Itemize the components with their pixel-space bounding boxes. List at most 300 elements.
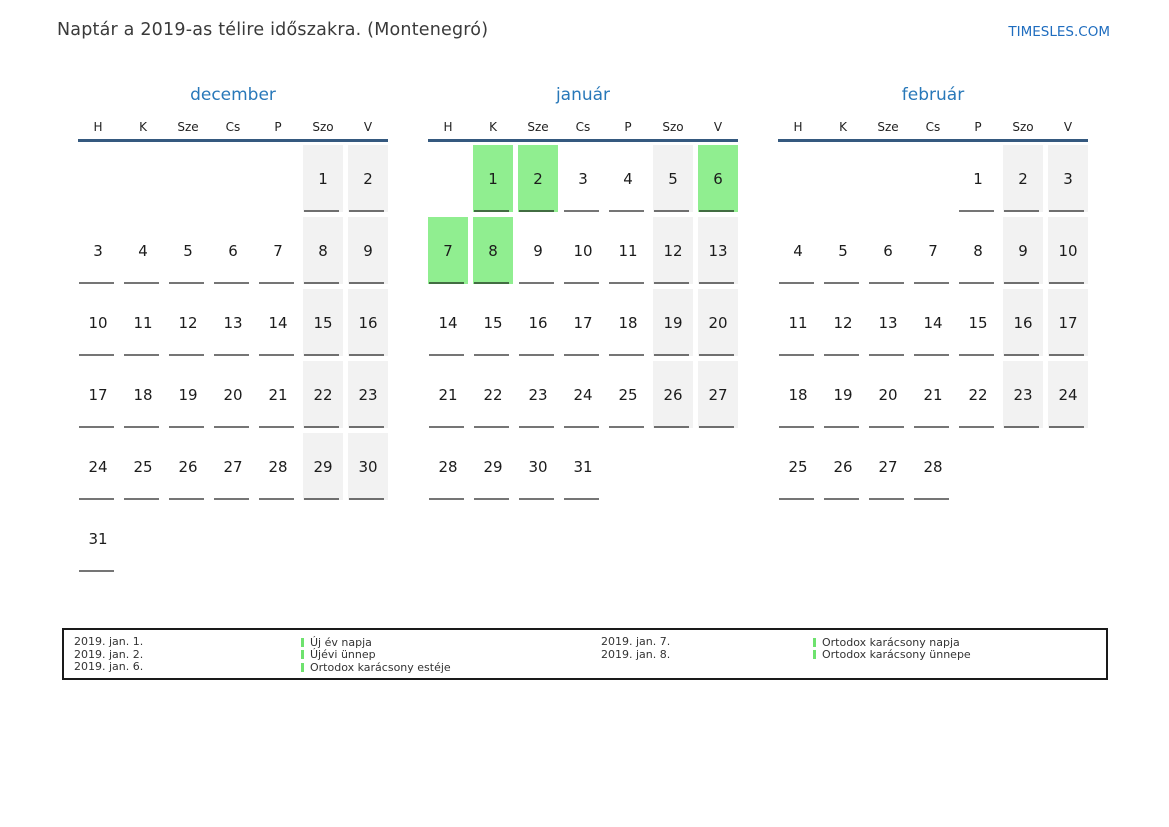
- day-underline: [259, 426, 294, 428]
- day-number: 26: [178, 457, 198, 476]
- empty-cell: [168, 145, 208, 212]
- empty-cell: [428, 145, 468, 212]
- legend-holiday-entry: [813, 649, 971, 662]
- header-divider: [778, 139, 1088, 142]
- empty-cell: [123, 145, 163, 212]
- site-link[interactable]: TIMESLES.COM: [1008, 24, 1110, 40]
- holiday-marker-icon: [813, 638, 816, 647]
- day-cell: [213, 289, 253, 356]
- weekday-label: V: [363, 120, 373, 134]
- weekday-label: H: [793, 120, 803, 134]
- day-number: 24: [1058, 385, 1078, 404]
- day-cell: [958, 289, 998, 356]
- legend-holiday-name: Ortodox karácsony napja: [822, 635, 960, 649]
- day-cell: [168, 361, 208, 428]
- day-number: 7: [273, 241, 283, 260]
- day-underline: [609, 210, 644, 212]
- weekday-label: H: [443, 120, 453, 134]
- holiday-legend: [62, 628, 1108, 680]
- legend-holiday-name: Ortodox karácsony estéje: [310, 660, 451, 674]
- day-underline: [914, 426, 949, 428]
- day-cell: [823, 361, 863, 428]
- day-cell: [213, 217, 253, 284]
- day-cell: [608, 289, 648, 356]
- day-number: 9: [533, 241, 543, 260]
- day-cell: [778, 217, 818, 284]
- day-number: 13: [708, 241, 728, 260]
- legend-date: 2019. jan. 8.: [601, 647, 671, 661]
- day-number: 3: [93, 241, 103, 260]
- day-number: 22: [313, 385, 333, 404]
- day-number: 30: [358, 457, 378, 476]
- day-underline: [1049, 210, 1084, 212]
- day-number: 13: [223, 313, 243, 332]
- day-cell: [168, 433, 208, 500]
- weekday-label: P: [624, 120, 632, 134]
- day-cell: [563, 289, 603, 356]
- day-underline: [654, 426, 689, 428]
- month-title: február: [901, 85, 965, 105]
- day-number: 14: [268, 313, 288, 332]
- day-cell: [698, 217, 738, 284]
- empty-cell: [653, 433, 693, 500]
- day-underline: [519, 354, 554, 356]
- day-cell: [78, 289, 118, 356]
- day-number: 3: [578, 169, 588, 188]
- day-underline: [654, 282, 689, 284]
- day-cell: [348, 145, 388, 212]
- day-underline: [779, 282, 814, 284]
- day-underline: [869, 282, 904, 284]
- day-underline: [349, 210, 384, 212]
- day-underline: [1004, 210, 1039, 212]
- weekday-label: Sze: [877, 120, 899, 134]
- day-cell: [518, 433, 558, 500]
- day-cell: [518, 145, 558, 212]
- day-number: 19: [663, 313, 683, 332]
- legend-holiday-entry: [301, 661, 451, 674]
- day-number: 21: [268, 385, 288, 404]
- page-title: Naptár a 2019-as télire időszakra. (Montenegró): [57, 20, 489, 40]
- legend-holiday-name: Újévi ünnep: [310, 648, 376, 662]
- day-cell: [868, 433, 908, 500]
- day-cell: [778, 433, 818, 500]
- day-underline: [304, 426, 339, 428]
- day-cell: [1048, 145, 1088, 212]
- month-grid: [428, 145, 738, 500]
- day-underline: [169, 282, 204, 284]
- day-number: 7: [928, 241, 938, 260]
- day-number: 9: [363, 241, 373, 260]
- day-number: 17: [1058, 313, 1078, 332]
- day-cell: [168, 217, 208, 284]
- day-cell: [778, 289, 818, 356]
- weekday-label: Szo: [1012, 120, 1034, 134]
- day-cell: [78, 433, 118, 500]
- empty-cell: [168, 505, 208, 572]
- day-cell: [958, 145, 998, 212]
- day-number: 16: [1013, 313, 1033, 332]
- day-cell: [653, 361, 693, 428]
- day-number: 28: [923, 457, 943, 476]
- day-number: 26: [663, 385, 683, 404]
- day-underline: [699, 282, 734, 284]
- weekday-label: Cs: [575, 120, 591, 134]
- day-underline: [1004, 354, 1039, 356]
- day-underline: [214, 498, 249, 500]
- day-cell: [168, 289, 208, 356]
- day-cell: [303, 217, 343, 284]
- day-cell: [913, 433, 953, 500]
- holiday-marker-icon: [301, 663, 304, 672]
- day-number: 17: [573, 313, 593, 332]
- day-underline: [214, 354, 249, 356]
- month-grid: [78, 145, 388, 572]
- day-number: 1: [488, 169, 498, 188]
- day-underline: [79, 354, 114, 356]
- day-underline: [79, 498, 114, 500]
- day-underline: [609, 354, 644, 356]
- day-cell: [123, 289, 163, 356]
- weekday-header-row: [428, 118, 738, 136]
- weekday-label: Szo: [662, 120, 684, 134]
- day-underline: [959, 426, 994, 428]
- day-number: 14: [438, 313, 458, 332]
- day-cell: [1048, 289, 1088, 356]
- day-underline: [824, 282, 859, 284]
- day-underline: [1004, 282, 1039, 284]
- day-cell: [123, 217, 163, 284]
- day-cell: [473, 145, 513, 212]
- day-number: 20: [223, 385, 243, 404]
- day-number: 2: [1018, 169, 1028, 188]
- day-underline: [519, 210, 554, 212]
- day-number: 27: [708, 385, 728, 404]
- empty-cell: [213, 505, 253, 572]
- day-underline: [124, 426, 159, 428]
- weekday-label: V: [713, 120, 723, 134]
- day-underline: [474, 210, 509, 212]
- day-underline: [564, 426, 599, 428]
- empty-cell: [303, 505, 343, 572]
- day-number: 18: [788, 385, 808, 404]
- day-number: 11: [788, 313, 808, 332]
- day-number: 15: [968, 313, 988, 332]
- day-underline: [349, 354, 384, 356]
- weekday-label: Cs: [225, 120, 241, 134]
- holiday-marker-icon: [813, 650, 816, 659]
- day-cell: [258, 433, 298, 500]
- empty-cell: [258, 505, 298, 572]
- day-number: 4: [623, 169, 633, 188]
- day-number: 20: [878, 385, 898, 404]
- day-number: 18: [618, 313, 638, 332]
- day-number: 25: [788, 457, 808, 476]
- empty-cell: [778, 145, 818, 212]
- day-underline: [429, 426, 464, 428]
- day-cell: [123, 361, 163, 428]
- day-number: 23: [528, 385, 548, 404]
- day-cell: [698, 289, 738, 356]
- day-underline: [564, 210, 599, 212]
- day-cell: [518, 361, 558, 428]
- day-cell: [913, 289, 953, 356]
- day-cell: [303, 289, 343, 356]
- weekday-label: K: [139, 120, 147, 134]
- day-number: 15: [483, 313, 503, 332]
- month-title: december: [190, 85, 276, 105]
- day-cell: [303, 433, 343, 500]
- day-cell: [258, 361, 298, 428]
- day-cell: [1048, 361, 1088, 428]
- empty-cell: [123, 505, 163, 572]
- day-number: 25: [133, 457, 153, 476]
- day-underline: [914, 498, 949, 500]
- day-number: 8: [488, 241, 498, 260]
- day-cell: [868, 361, 908, 428]
- month-grid: [778, 145, 1088, 500]
- month-calendar: [78, 84, 388, 572]
- weekday-header-row: [778, 118, 1088, 136]
- day-number: 2: [363, 169, 373, 188]
- weekday-label: Sze: [177, 120, 199, 134]
- day-number: 1: [318, 169, 328, 188]
- empty-cell: [348, 505, 388, 572]
- weekday-label: Cs: [925, 120, 941, 134]
- day-underline: [259, 282, 294, 284]
- day-number: 28: [268, 457, 288, 476]
- day-number: 30: [528, 457, 548, 476]
- day-number: 21: [438, 385, 458, 404]
- day-underline: [699, 210, 734, 212]
- day-cell: [653, 289, 693, 356]
- day-underline: [779, 426, 814, 428]
- day-number: 7: [443, 241, 453, 260]
- day-number: 26: [833, 457, 853, 476]
- day-underline: [169, 426, 204, 428]
- day-underline: [959, 210, 994, 212]
- day-underline: [429, 354, 464, 356]
- day-cell: [608, 217, 648, 284]
- day-underline: [1004, 426, 1039, 428]
- day-number: 13: [878, 313, 898, 332]
- day-underline: [79, 570, 114, 572]
- day-underline: [914, 282, 949, 284]
- day-cell: [428, 217, 468, 284]
- day-cell: [428, 289, 468, 356]
- day-cell: [518, 217, 558, 284]
- day-cell: [1003, 217, 1043, 284]
- day-underline: [474, 354, 509, 356]
- header-divider: [428, 139, 738, 142]
- day-cell: [518, 289, 558, 356]
- day-number: 19: [178, 385, 198, 404]
- day-number: 22: [968, 385, 988, 404]
- day-underline: [474, 426, 509, 428]
- day-number: 5: [838, 241, 848, 260]
- day-underline: [259, 498, 294, 500]
- day-cell: [213, 361, 253, 428]
- day-cell: [563, 361, 603, 428]
- day-underline: [304, 282, 339, 284]
- day-cell: [608, 145, 648, 212]
- day-underline: [259, 354, 294, 356]
- day-cell: [123, 433, 163, 500]
- day-cell: [958, 361, 998, 428]
- header-divider: [78, 139, 388, 142]
- legend-holiday-name: Új év napja: [310, 635, 372, 649]
- day-cell: [653, 217, 693, 284]
- day-cell: [348, 289, 388, 356]
- day-number: 10: [1058, 241, 1078, 260]
- day-number: 29: [483, 457, 503, 476]
- empty-cell: [868, 145, 908, 212]
- empty-cell: [1048, 433, 1088, 500]
- day-cell: [958, 217, 998, 284]
- day-cell: [348, 361, 388, 428]
- legend-holiday-entry: [813, 636, 971, 649]
- day-cell: [78, 217, 118, 284]
- holiday-marker-icon: [301, 650, 304, 659]
- day-number: 18: [133, 385, 153, 404]
- day-underline: [699, 354, 734, 356]
- day-number: 17: [88, 385, 108, 404]
- day-underline: [869, 426, 904, 428]
- day-number: 23: [358, 385, 378, 404]
- month-calendar: [778, 84, 1088, 572]
- day-underline: [304, 354, 339, 356]
- legend-names-column: [301, 636, 451, 674]
- day-cell: [608, 361, 648, 428]
- day-number: 6: [228, 241, 238, 260]
- day-number: 10: [88, 313, 108, 332]
- day-underline: [869, 498, 904, 500]
- month-calendar: [428, 84, 738, 572]
- day-number: 4: [793, 241, 803, 260]
- day-cell: [1003, 361, 1043, 428]
- day-cell: [473, 433, 513, 500]
- day-underline: [79, 426, 114, 428]
- legend-dates-column: [74, 636, 143, 674]
- day-cell: [78, 361, 118, 428]
- day-underline: [824, 426, 859, 428]
- day-underline: [79, 282, 114, 284]
- day-number: 2: [533, 169, 543, 188]
- day-cell: [1048, 217, 1088, 284]
- day-underline: [169, 354, 204, 356]
- day-underline: [519, 498, 554, 500]
- empty-cell: [913, 145, 953, 212]
- day-underline: [699, 426, 734, 428]
- day-underline: [474, 282, 509, 284]
- day-underline: [779, 354, 814, 356]
- day-underline: [564, 498, 599, 500]
- day-cell: [823, 433, 863, 500]
- day-underline: [519, 426, 554, 428]
- day-cell: [473, 289, 513, 356]
- day-number: 15: [313, 313, 333, 332]
- legend-holiday-entry: [301, 636, 451, 649]
- day-underline: [349, 498, 384, 500]
- day-underline: [1049, 282, 1084, 284]
- empty-cell: [958, 433, 998, 500]
- day-cell: [473, 217, 513, 284]
- day-underline: [124, 498, 159, 500]
- day-number: 31: [573, 457, 593, 476]
- day-cell: [303, 361, 343, 428]
- legend-names-column: [813, 636, 971, 661]
- day-cell: [348, 433, 388, 500]
- day-underline: [519, 282, 554, 284]
- day-number: 4: [138, 241, 148, 260]
- day-cell: [258, 289, 298, 356]
- empty-cell: [78, 145, 118, 212]
- weekday-label: H: [93, 120, 103, 134]
- day-number: 11: [133, 313, 153, 332]
- day-number: 31: [88, 529, 108, 548]
- day-underline: [304, 210, 339, 212]
- day-number: 25: [618, 385, 638, 404]
- weekday-label: K: [489, 120, 497, 134]
- day-underline: [564, 282, 599, 284]
- day-underline: [304, 498, 339, 500]
- day-cell: [78, 505, 118, 572]
- day-cell: [1003, 289, 1043, 356]
- day-cell: [563, 145, 603, 212]
- day-underline: [959, 282, 994, 284]
- day-cell: [563, 217, 603, 284]
- day-cell: [563, 433, 603, 500]
- day-underline: [609, 426, 644, 428]
- day-underline: [1049, 354, 1084, 356]
- day-underline: [779, 498, 814, 500]
- empty-cell: [1003, 433, 1043, 500]
- legend-date: 2019. jan. 1.: [74, 635, 144, 648]
- legend-holiday-name: Ortodox karácsony ünnepe: [822, 648, 971, 662]
- calendar-months: [78, 84, 1088, 572]
- day-number: 16: [528, 313, 548, 332]
- day-underline: [124, 282, 159, 284]
- day-cell: [1003, 145, 1043, 212]
- holiday-marker-icon: [301, 638, 304, 647]
- day-cell: [653, 145, 693, 212]
- day-cell: [913, 217, 953, 284]
- day-cell: [868, 289, 908, 356]
- day-number: 16: [358, 313, 378, 332]
- day-number: 21: [923, 385, 943, 404]
- day-underline: [349, 282, 384, 284]
- day-number: 12: [178, 313, 198, 332]
- day-number: 6: [883, 241, 893, 260]
- weekday-label: Szo: [312, 120, 334, 134]
- empty-cell: [823, 145, 863, 212]
- legend-holiday-entry: [301, 649, 451, 662]
- day-cell: [473, 361, 513, 428]
- weekday-label: Sze: [527, 120, 549, 134]
- day-cell: [778, 361, 818, 428]
- day-number: 28: [438, 457, 458, 476]
- day-number: 19: [833, 385, 853, 404]
- day-number: 10: [573, 241, 593, 260]
- day-number: 27: [878, 457, 898, 476]
- day-number: 1: [973, 169, 983, 188]
- legend-date: 2019. jan. 2.: [74, 647, 144, 661]
- empty-cell: [258, 145, 298, 212]
- day-underline: [609, 282, 644, 284]
- day-cell: [913, 361, 953, 428]
- day-cell: [348, 217, 388, 284]
- day-number: 14: [923, 313, 943, 332]
